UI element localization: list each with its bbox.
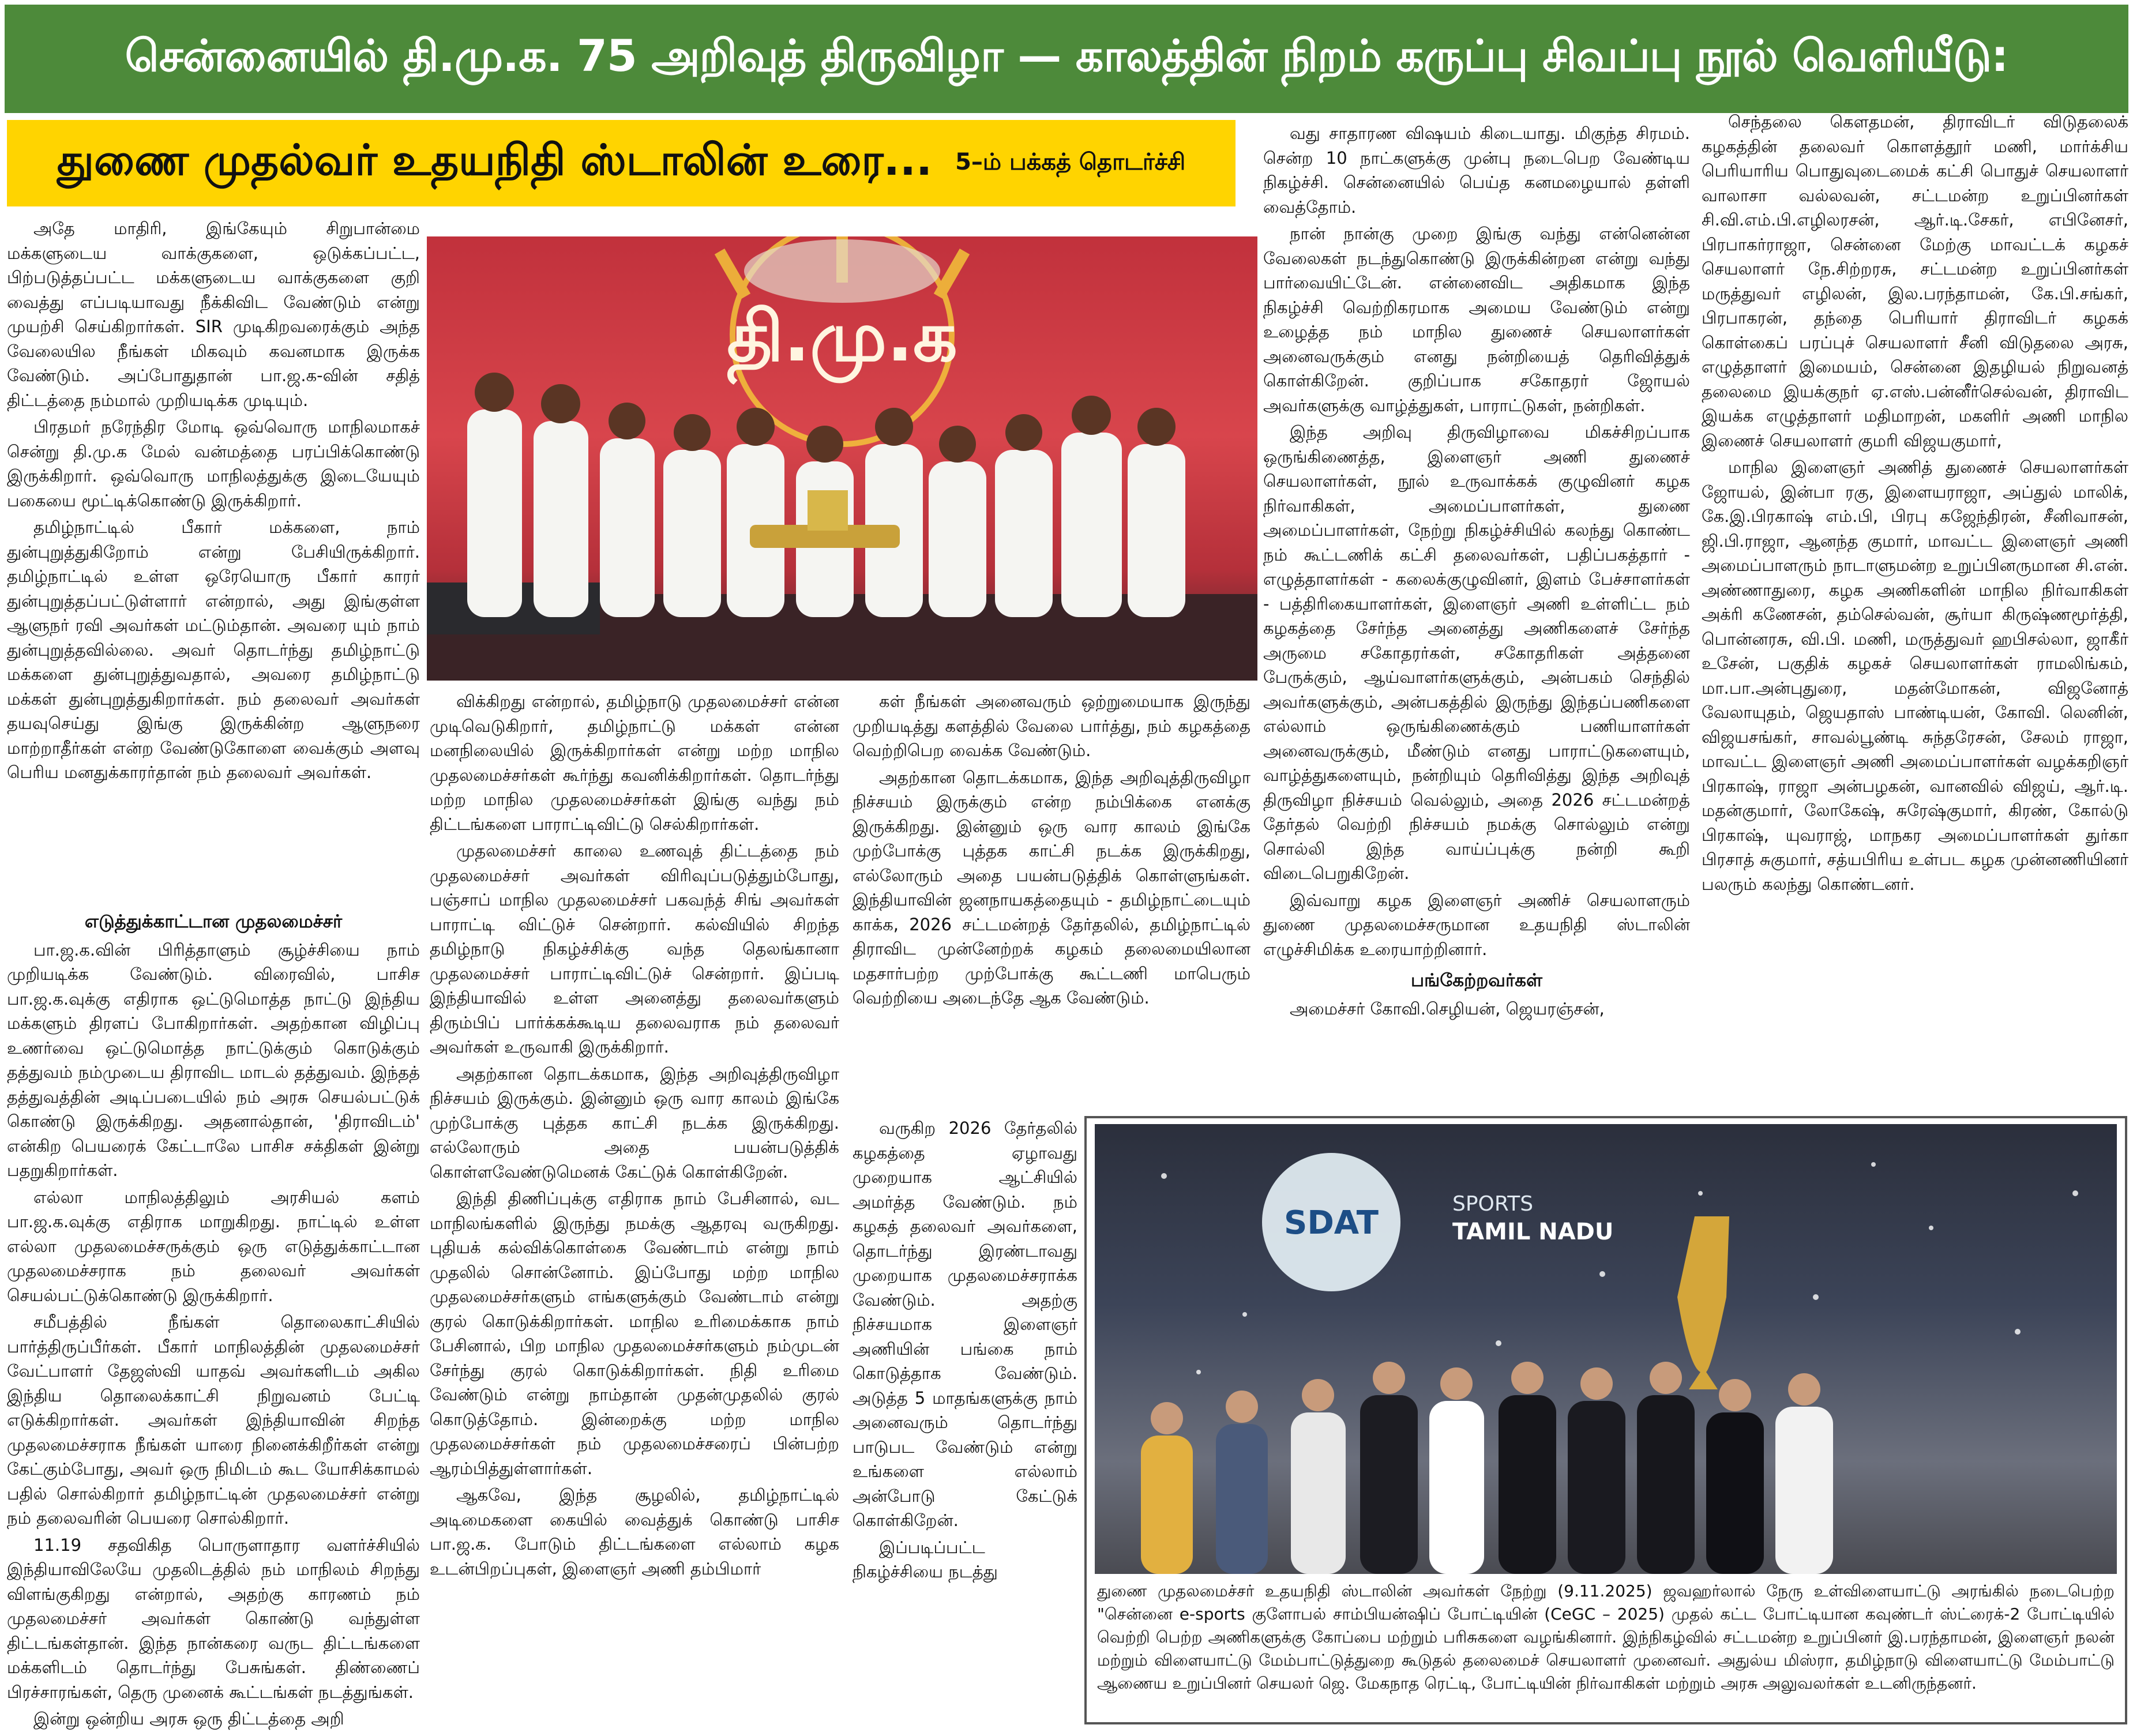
tamilnadu-text: TAMIL NADU	[1452, 1219, 1614, 1245]
paragraph: வருகிற 2026 தேர்தலில் கழகத்தை ஏழாவது முறையாக ஆட்சியில் அமர்த்த வேண்டும். நம் கழகத் தலைவர் அவர்களை, தொடர்ந்து இரண்டாவது முறையாக முதலமைச்சராக்க வேண்டும். அதற்கு நிச்சயமாக இளைஞர் அணியின் பங்கை நாம் கொடுத்தாக வேண்டும். அடுத்த 5 மாதங்களுக்கு நாம் அனைவரும் தொடர்ந்து பாடுபட வேண்டும் என்று உங்களை எல்லாம் அன்போடு கேட்டுக் கொள்கிறேன்.	[853, 1118, 1077, 1530]
esports-photo-illustration	[1095, 1124, 2117, 1574]
paragraph: அமைச்சர் கோவி.செழியன், ஜெயரஞ்சன்,	[1290, 998, 1605, 1019]
party-sign-text: தி.மு.க	[727, 297, 957, 377]
paragraph: செந்தலை கௌதமன், திராவிடர் விடுதலைக் கழகத்தின் தலைவர் கொளத்தூர் மணி, மார்க்சிய பெரியாரிய பொதுவுடைமைக் கட்சி பொதுச் செயலாளர் வாலாசா வல்லவன், சட்டமன்ற உறுப்பினர்கள் சி.வி.எம்.பி.எழிலரசன், ஆர்.டி.சேகர், எபினேசர், பிரபாகர்ராஜா, சென்னை மேற்கு மாவட்டக் கழகச் செயலாளர் நே.சிற்றரசு, சட்டமன்ற உறுப்பினர்கள் மருத்துவர் எழிலன், இல.பரந்தாமன், கே.பி.சங்கர், பிரபாகரன், தந்தை பெரியார் திராவிடர் கழகக் கொள்கைப் பரப்புச் செயலாளர் சீனி விடுதலை அரசு, எழுத்தாளர் இமையம், சென்னை இதழியல் நிறுவனத் தலைமை இயக்குநர் ஏ.எஸ்.பன்னீர்செல்வன், திராவிட இயக்க எழுத்தாளர் மதிமாறன், மகளிர் அணி மாநில இணைச் செயலாளர் குமரி விஜயகுமார்,	[1702, 112, 2128, 450]
paragraph: சமீபத்தில் நீங்கள் தொலைகாட்சியில் பார்த்திருப்பீர்கள். பீகார் மாநிலத்தின் முதலமைச்சர் வேட்பாளர் தேஜஸ்வி யாதவ் அவர்களிடம் அகில இந்திய தொலைக்காட்சி நிறுவனம் பேட்டி எடுக்கிறார்கள். அவர்கள் இந்தியாவின் சிறந்த முதலமைச்சராக நீங்கள் யாரை நினைக்கிறீர்கள் என்று கேட்கும்போது, அவர் ஒரு நிமிடம் கூட யோசிக்காமல் பதில் சொல்கிறார் தமிழ்நாட்டின் முதலமைச்சர் என்று நம் தலைவரின் பெயரை சொல்கிறார்.	[7, 1312, 420, 1528]
paragraph: இன்று ஒன்றிய அரசு ஒரு திட்டத்தை அறி	[33, 1709, 344, 1729]
esports-photo-box	[1084, 1116, 2127, 1724]
article-column-2	[430, 689, 839, 1730]
paragraph: அதற்கான தொடக்கமாக, இந்த அறிவுத்திருவிழா நிச்சயம் இருக்கும். இன்னும் ஒரு வார காலம் இங்கே முற்போக்கு புத்தக காட்சி நடக்க இருக்கிறது. எல்லோரும் அதை பயன்படுத்திக் கொள்ளவேண்டுமெனக் கேட்டுக் கொள்கிறேன்.	[430, 1064, 839, 1182]
paragraph: 11.19 சதவிகித பொருளாதார வளர்ச்சியில் இந்தியாவிலேயே முதலிடத்தில் நம் மாநிலம் சிறந்து விளங்குகிறது என்றால், அதற்கு காரணம் நம் முதலமைச்சர் அவர்கள் கொண்டு வந்துள்ள திட்டங்கள்தான். இந்த நான்கரை வருட திட்டங்களை மக்களிடம் தொடர்ந்து பேசுங்கள். திண்ணைப் பிரச்சாரங்கள், தெரு முனைக் கூட்டங்கள் நடத்துங்கள்.	[7, 1535, 420, 1702]
sdat-logo-text: SDAT	[1283, 1204, 1379, 1242]
article-column-3b	[853, 1116, 1077, 1730]
photo-caption: துணை முதலமைச்சர் உதயநிதி ஸ்டாலின் அவர்கள் நேற்று (9.11.2025) ஜவஹர்லால் நேரு உள்விளையாட்டு அரங்கில் நடைபெற்ற "சென்னை e-sports குளோபல் சாம்பியன்ஷிப் போட்டியின் (CeGC – 2025) முதல் கட்ட போட்டியான கவுண்டர் ஸ்ட்ரைக்-2 போட்டியில் வெற்றி பெற்ற அணிகளுக்கு கோப்பை மற்றும் பரிசுகளை வழங்கினார். இந்நிகழ்வில் சட்டமன்ற உறுப்பினர் இ.பரந்தாமன், இளைஞர் நலன் மற்றும் விளையாட்டு மேம்பாட்டுத்துறை கூடுதல் தலைமைச் செயலாளர் முனைவர். அதுல்ய மிஸ்ரா, தமிழ்நாடு விளையாட்டு மேம்பாட்டு ஆணைய உறுப்பினர் செயலர் ஜெ. மேகநாத ரெட்டி, போட்டியின் நிர்வாகிகள் மற்றும் அரசு அலுவலர்கள் உடனிருந்தனர்.	[1097, 1581, 2115, 1693]
paragraph: இந்தி திணிப்புக்கு எதிராக நாம் பேசினால், வட மாநிலங்களில் இருந்து நமக்கு ஆதரவு வருகிறது. புதியக் கல்விக்கொள்கை வேண்டாம் என்று நாம் முதலில் சொன்னோம். இப்போது மற்ற மாநில முதலமைச்சர்களும் எங்களுக்கும் வேண்டாம் என்று குரல் கொடுக்கிறார்கள். மாநில உரிமைக்காக நாம் பேசினால், பிற மாநில முதலமைச்சர்களும் நம்முடன் சேர்ந்து குரல் கொடுக்கிறார்கள். நிதி உரிமை வேண்டும் என்று நாம்தான் முதன்முதலில் குரல் கொடுத்தோம். இன்றைக்கு மற்ற மாநில முதலமைச்சர்கள் நம் முதலமைச்சரைப் பின்பற்ற ஆரம்பித்துள்ளார்கள்.	[430, 1189, 839, 1478]
sports-text: SPORTS	[1452, 1192, 1534, 1216]
subheadline	[7, 120, 1236, 206]
article-column-4	[1263, 121, 1690, 1110]
paragraph: வது சாதாரண விஷயம் கிடையாது. மிகுந்த சிரமம். சென்ற 10 நாட்களுக்கு முன்பு நடைபெற வேண்டிய நிகழ்ச்சி. சென்னையில் பெய்த கனமழையால் தள்ளி வைத்தோம்.	[1263, 123, 1690, 217]
paragraph: எல்லா மாநிலத்திலும் அரசியல் களம் பா.ஜ.க.வுக்கு எதிராக மாறுகிறது. நாட்டில் உள்ள எல்லா முதலமைச்சருக்கும் ஒரு எடுத்துக்காட்டான முதலமைச்சராக நம் தலைவர் அவர்கள் செயல்பட்டுக்கொண்டு இருக்கிறார்.	[7, 1187, 420, 1305]
continuation-note: 5–ம் பக்கத் தொடர்ச்சி	[955, 148, 1186, 175]
headline-text: சென்னையில் தி.மு.க. 75 அறிவுத் திருவிழா — காலத்தின் நிறம் கருப்பு சிவப்பு நூல் வெளியீடு:	[125, 30, 2008, 81]
paragraph: பிரதமர் நரேந்திர மோடி ஒவ்வொரு மாநிலமாகச் சென்று தி.மு.க மேல் வன்மத்தை பரப்பிக்கொண்டு இருக்கிறார். ஒவ்வொரு மாநிலத்துக்கு இடையேயும் பகையை மூட்டிக்கொண்டு இருக்கிறார்.	[7, 417, 420, 510]
ceremony-photo	[427, 236, 1257, 681]
paragraph: மாநில இளைஞர் அணித் துணைச் செயலாளர்கள் ஜோயல், இன்பா ரகு, இளையராஜா, அப்துல் மாலிக், கே.இ.பிரகாஷ் எம்.பி, பிரபு கஜேந்திரன், சீனிவாசன், ஜி.பி.ராஜா, ஆனந்த குமார், மாவட்ட இளைஞர் அணி அமைப்பாளரும் நாடாளுமன்ற உறுப்பினருமான சி.என். அண்ணாதுரை, கழக அணிகளின் மாநில நிர்வாகிகள் அக்ரி கணேசன், தம்செல்வன், சூர்யா கிருஷ்ணமூர்த்தி, பொன்னரசு, வி.பி. மணி, மருத்துவர் ஹபிசல்லா, ஜாகீர் உசேன், பகுதிக் கழகச் செயலாளர்கள் ராமலிங்கம், மா.பா.அன்புதுரை, மதன்மோகன், விஜனோத் வேலாயுதம், ஜெயதாஸ் பாண்டியன், கோவி. லெனின், விஜயசங்கர், சாவல்பூண்டி சுந்தரேசன், சேலம் ராஜா, மாவட்ட இளைஞர் அணி அமைப்பாளர்கள் வழக்கறிஞர் பிரகாஷ், ராஜா அன்பழகன், வானவில் விஜய், ஆர்.டி. மதன்குமார், லோகேஷ், சுரேஷ்குமார், கிரண், கோல்டு பிரகாஷ், யுவராஜ், மாநகர அமைப்பாளர்கள் துர்கா பிரசாத் சுகுமார், சத்யபிரிய உள்பட கழக முன்னணியினர் பலரும் கலந்து கொண்டனர்.	[1702, 457, 2128, 894]
paragraph: அதே மாதிரி, இங்கேயும் சிறுபான்மை மக்களுடைய வாக்குகளை, ஒடுக்கப்பட்ட, பிற்படுத்தப்பட்ட மக்களுடைய வாக்குகளை குறி வைத்து எப்படியாவது நீக்கிவிட வேண்டும் என்று முயற்சி செய்கிறார்கள். SIR முடிகிறவரைக்கும் அந்த வேலையில நீங்கள் மிகவும் கவனமாக இருக்க வேண்டும். அப்போதுதான் பா.ஜ.க-வின் சதித் திட்டத்தை நம்மால் முறியடிக்க முடியும்.	[7, 219, 420, 410]
paragraph: இவ்வாறு கழக இளைஞர் அணிச் செயலாளரும் துணை முதலமைச்சருமான உதயநிதி ஸ்டாலின் எழுச்சிமிக்க உரையாற்றினார்.	[1263, 890, 1690, 959]
headline-banner	[5, 5, 2128, 113]
section-heading: எடுத்துக்காட்டான முதலமைச்சர்	[84, 911, 343, 932]
paragraph: இப்படிப்பட்ட நிகழ்ச்சியை நடத்து	[853, 1537, 998, 1581]
section-heading: பங்கேற்றவர்கள்	[1411, 970, 1542, 991]
article-column-3	[853, 689, 1250, 1110]
article-column-1b	[7, 903, 420, 1730]
article-column-5	[1702, 110, 2128, 1110]
paragraph: தமிழ்நாட்டில் பீகார் மக்களை, நாம் துன்புறுத்துகிறோம் என்று பேசியிருக்கிறார். தமிழ்நாட்டில் உள்ள ஒரேயொரு பீகார் காரர் துன்புறுத்தப்பட்டுள்ளார் என்றால், அது இங்குள்ள ஆளுநர் ரவி அவர்கள் மட்டும்தான். அவரை யும் நாம் துன்புறுத்தவில்லை. அவர் தொடர்ந்து தமிழ்நாட்டு மக்களை துன்புறுத்துவதால், அவரை தமிழ்நாட்டு மக்கள் துன்புறுத்துகிறார்கள். நம் தலைவர் அவர்கள் தயவுசெய்து இங்கு இருக்கின்ற ஆளுநரை மாற்றாதீர்கள் என்ற வேண்டுகோளை வைக்கும் அளவு பெரிய மனதுக்காரர்தான் நம் தலைவர் அவர்கள்.	[7, 517, 420, 782]
ceremony-photo-illustration	[427, 236, 1257, 681]
paragraph: விக்கிறது என்றால், தமிழ்நாடு முதலமைச்சர் என்ன முடிவெடுகிறார், தமிழ்நாட்டு மக்கள் என்ன மனநிலையில் இருக்கிறார்கள் என்று மற்ற மாநில முதலமைச்சர்கள் கூர்ந்து கவனிக்கிறார்கள். தொடர்ந்து மற்ற மாநில முதலமைச்சர்கள் இங்கு வந்து நம் திட்டங்களை பாராட்டிவிட்டு செல்கிறார்கள்.	[430, 692, 839, 834]
paragraph: ஆகவே, இந்த சூழலில், தமிழ்நாட்டில் அடிமைகளை கையில் வைத்துக் கொண்டு பாசிச பா.ஜ.க. போடும் திட்டங்களை எல்லாம் கழக உடன்பிறப்புகள், இளைஞர் அணி தம்பிமார்	[430, 1485, 839, 1579]
paragraph: கள் நீங்கள் அனைவரும் ஒற்றுமையாக இருந்து முறியடித்து களத்தில் வேலை பார்த்து, நம் கழகத்தை வெற்றிபெற வைக்க வேண்டும்.	[853, 692, 1250, 760]
paragraph: நான் நான்கு முறை இங்கு வந்து என்னென்ன வேலைகள் நடந்துகொண்டு இருக்கின்றன என்று வந்து பார்வையிட்டேன். என்னைவிட அதிகமாக இந்த நிகழ்ச்சி வெற்றிகரமாக அமைய வேண்டும் என்று உழைத்த நம் மாநில துணைச் செயலாளர்கள் அனைவருக்கும் எனது நன்றியைத் தெரிவித்துக் கொள்கிறேன். குறிப்பாக சகோதரர் ஜோயல் அவர்களுக்கு வாழ்த்துகள், பாராட்டுகள், நன்றிகள்.	[1263, 224, 1690, 415]
paragraph: இந்த அறிவு திருவிழாவை மிகச்சிறப்பாக ஒருங்கிணைத்த, இளைஞர் அணி துணைச் செயலாளர்கள், நூல் உருவாக்கக் குழுவினர் கழக நிர்வாகிகள், அமைப்பாளர்கள், துணை அமைப்பாளர்கள், நேற்று நிகழ்ச்சியில் கலந்து கொண்ட நம் கூட்டணிக் கட்சி தலைவர்கள், பதிப்பகத்தார் - எழுத்தாளர்கள் - கலைக்குழுவினர், இளம் பேச்சாளர்கள் - பத்திரிகையாளர்கள், இளைஞர் அணி உள்ளிட்ட நம் கழகத்தை சேர்ந்த அனைத்து அணிகளைச் சேர்ந்த அருமை சகோதரர்கள், சகோதரிகள் அத்தனை பேருக்கும், ஆய்வாளர்களுக்கும், அன்பகம் செந்தில் அவர்களுக்கும், அன்பகத்தில் இருந்து இந்தப்பணிகளை எல்லாம் ஒருங்கிணைக்கும் பணியாளர்கள் அனைவருக்கும், மீண்டும் எனது பாராட்டுகளையும், வாழ்த்துகளையும், நன்றியும் தெரிவித்து இந்த அறிவுத் திருவிழா நிச்சயம் வெல்லும், அதை 2026 சட்டமன்றத் தேர்தல் வெற்றி நிச்சயம் நமக்கு சொல்லும் என்று சொல்லி இந்த வாய்ப்புக்கு நன்றி கூறி விடைபெறுகிறேன்.	[1263, 422, 1690, 883]
article-column-1	[7, 216, 420, 897]
paragraph: பா.ஜ.க.வின் பிரித்தாளும் சூழ்ச்சியை நாம் முறியடிக்க வேண்டும். விரைவில், பாசிச பா.ஜ.க.வுக்கு எதிராக ஒட்டுமொத்த நாட்டு இந்திய மக்களும் திரளப் போகிறார்கள். அதற்கான விழிப்பு உணர்வை ஒட்டுமொத்த நாட்டுக்கும் கொடுக்கும் தத்துவம் நம்முடைய திராவிட மாடல் தத்துவம். இந்தத் தத்துவத்தின் அடிப்படையில் நம் அரசு செயல்பட்டுக் கொண்டு இருக்கிறது. அதனால்தான், 'திராவிடம்' என்கிற பெயரைக் கேட்டாலே பாசிச சக்திகள் இன்று பதறுகிறார்கள்.	[7, 940, 420, 1180]
subheadline-title: துணை முதல்வர் உதயநிதி ஸ்டாலின் உரை...	[57, 136, 933, 185]
paragraph: முதலமைச்சர் காலை உணவுத் திட்டத்தை நம் முதலமைச்சர் அவர்கள் விரிவுப்படுத்தும்போது, பஞ்சாப் மாநில முதலமைச்சர் பகவந்த் சிங் அவர்கள் பாராட்டி விட்டுச் சென்றார். கல்வியில் சிறந்த தமிழ்நாடு நிகழ்ச்சிக்கு வந்த தெலங்கானா முதலமைச்சர் பாராட்டிவிட்டுச் சென்றார். இப்படி இந்தியாவில் உள்ள அனைத்து தலைவர்களும் திரும்பிப் பார்க்கக்கூடிய தலைவராக நம் தலைவர் அவர்கள் உருவாகி இருக்கிறார்.	[430, 841, 839, 1057]
esports-photo	[1095, 1124, 2117, 1574]
paragraph: அதற்கான தொடக்கமாக, இந்த அறிவுத்திருவிழா நிச்சயம் இருக்கும் என்ற நம்பிக்கை எனக்கு இருக்கிறது. இன்னும் ஒரு வார காலம் இங்கே முற்போக்கு புத்தக காட்சி நடக்க இருக்கிறது, எல்லோரும் அதை பயன்படுத்திக் கொள்ளுங்கள். இந்தியாவின் ஜனநாயகத்தையும் - தமிழ்நாட்டையும் காக்க, 2026 சட்டமன்றத் தேர்தலில், தமிழ்நாட்டில் திராவிட முன்னேற்றக் கழகம் தலைமையிலான மதசார்பற்ற முற்போக்கு கூட்டணி மாபெரும் வெற்றியை அடைந்தே ஆக வேண்டும்.	[853, 767, 1250, 1008]
